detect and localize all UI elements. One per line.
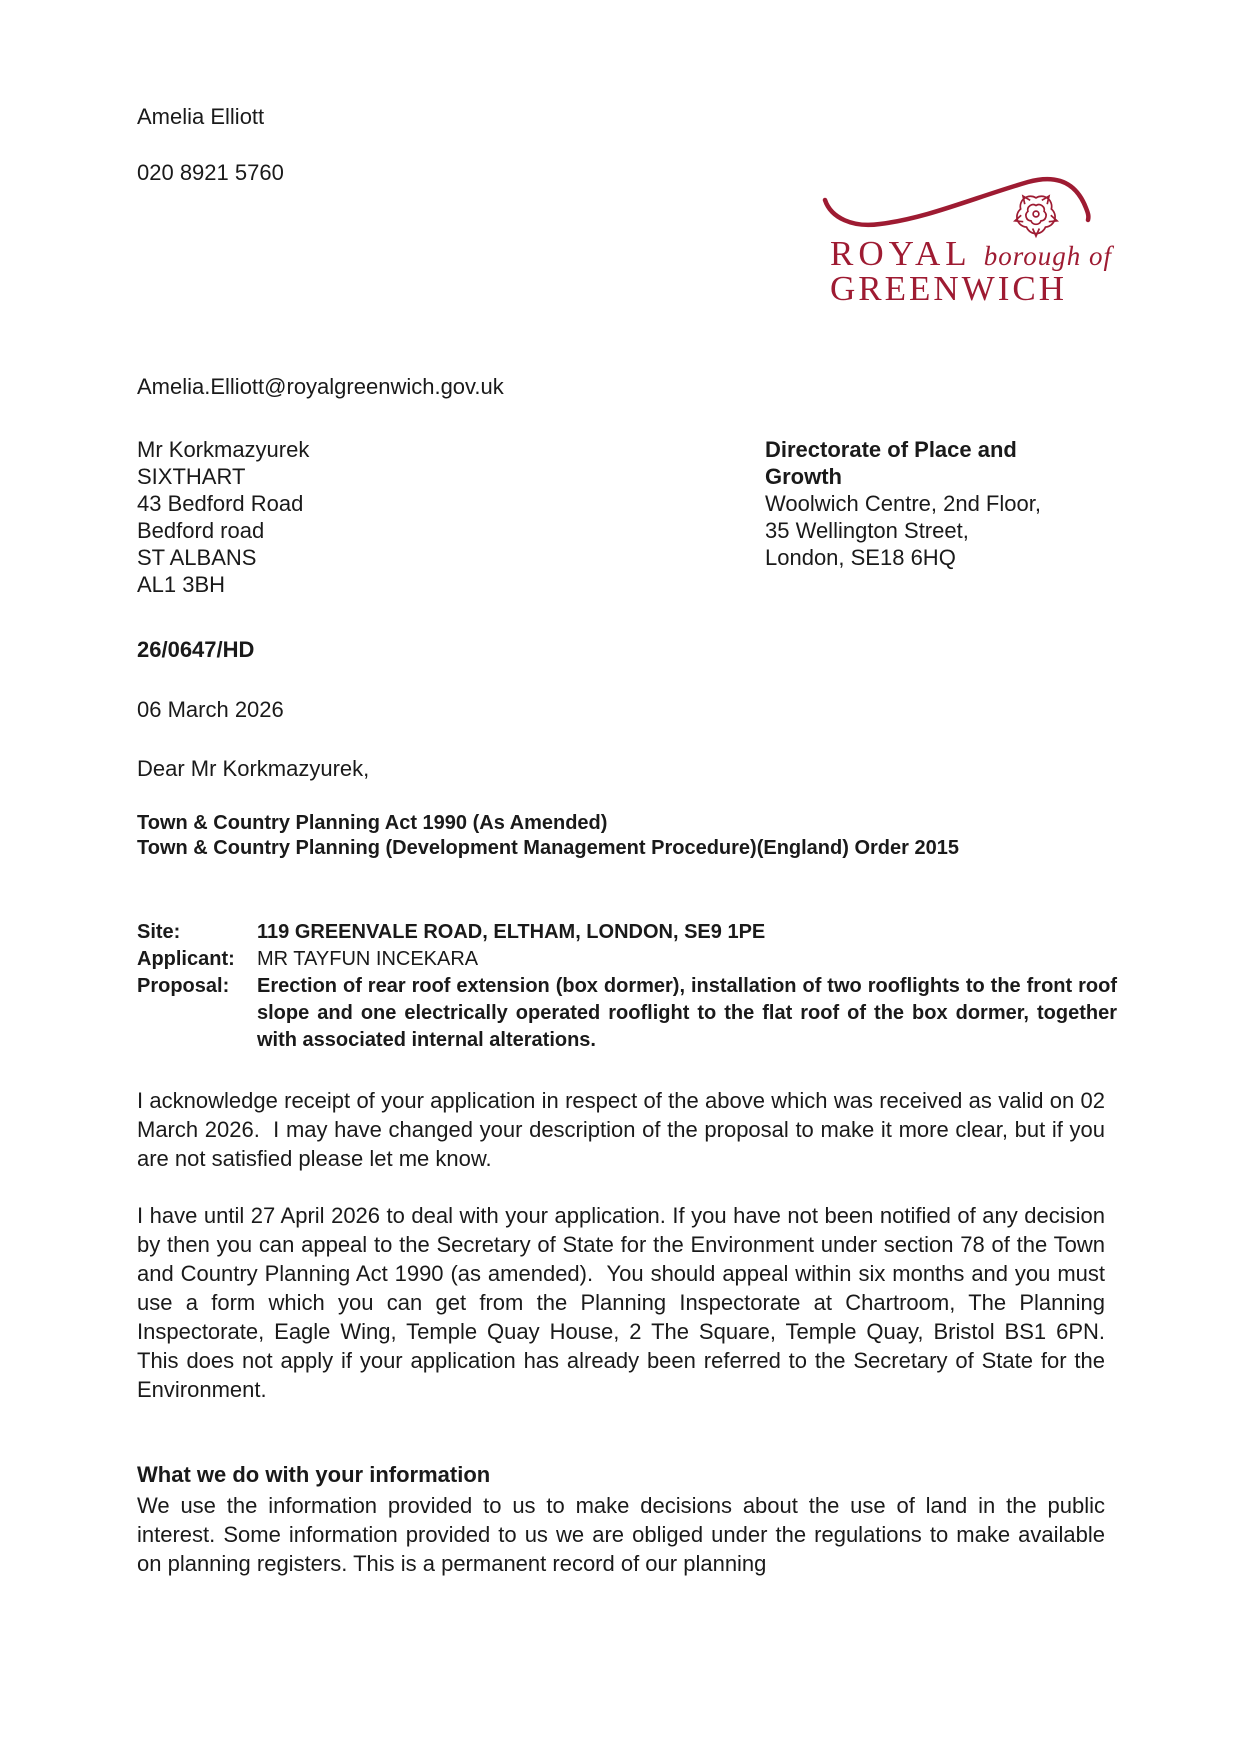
salutation: Dear Mr Korkmazyurek,	[137, 756, 370, 781]
logo-swoosh-icon	[825, 179, 1088, 225]
directorate-address-block	[765, 436, 1080, 571]
applicant-label: Applicant:	[137, 948, 235, 970]
applicant-row	[137, 946, 1122, 973]
site-value: 119 GREENVALE ROAD, ELTHAM, LONDON, SE9 1PE	[257, 921, 766, 943]
sender-name: Amelia Elliott	[137, 104, 265, 129]
proposal-label: Proposal:	[137, 975, 230, 997]
information-heading: What we do with your information	[137, 1462, 491, 1487]
logo-royal-text: ROYAL	[830, 234, 972, 273]
acknowledgement-paragraph: I acknowledge receipt of your application in respect of the above which was received as valid on 02 March 2026. I may have changed your description of the proposal to make it more clear, but if you are not satisfied please let me know.	[137, 1088, 1112, 1171]
legislation-line: Town & Country Planning (Development Management Procedure)(England) Order 2015	[137, 837, 959, 859]
recipient-address-block	[137, 436, 309, 598]
directorate-address-line: London, SE18 6HQ	[765, 545, 956, 570]
applicant-value: MR TAYFUN INCEKARA	[257, 948, 479, 970]
letter-date: 06 March 2026	[137, 697, 284, 722]
proposal-value: Erection of rear roof extension (box dormer), installation of two rooflights to the front roof slope and one electrically operated rooflight to the flat roof of the box dormer, together with associated internal alterations.	[257, 975, 1123, 1051]
recipient-line: AL1 3BH	[137, 572, 226, 597]
royal-greenwich-logo	[728, 158, 1118, 318]
site-row	[137, 919, 1122, 946]
tudor-rose-icon	[1015, 196, 1057, 236]
appeal-rights-paragraph: I have until 27 April 2026 to deal with your application. If you have not been notified of any decision by then you can appeal to the Secretary of State for the Environment under section 78 of the Town and Country Planning Act 1990 (as amended). You should appeal within six months and you must use a form which you can get from the Planning Inspectorate at Chartroom, The Planning Inspectorate, Eagle Wing, Temple Quay House, 2 The Square, Temple Quay, Bristol BS1 6PN. This does not apply if your application has already been referred to the Secretary of State for the Environment.	[137, 1203, 1118, 1402]
sender-phone: 020 8921 5760	[137, 160, 284, 185]
directorate-address-line: 35 Wellington Street,	[765, 518, 969, 543]
logo-greenwich-text: GREENWICH	[830, 269, 1067, 308]
site-label: Site:	[137, 921, 181, 943]
logo-borough-of-text: borough of	[983, 241, 1112, 271]
recipient-line: SIXTHART	[137, 464, 246, 489]
legislation-block	[137, 811, 959, 861]
sender-email: Amelia.Elliott@royalgreenwich.gov.uk	[137, 374, 504, 399]
directorate-address-line: Woolwich Centre, 2nd Floor,	[765, 491, 1041, 516]
legislation-line: Town & Country Planning Act 1990 (As Amended)	[137, 812, 608, 834]
proposal-row	[137, 973, 1122, 1054]
recipient-line: Bedford road	[137, 518, 265, 543]
directorate-title: Directorate of Place and Growth	[765, 437, 1017, 489]
information-paragraph: We use the information provided to us to make decisions about the use of land in the public interest. Some information provided to us we are obliged under the regulations to make available on planning registers. This is a permanent record of our planning	[137, 1493, 1112, 1576]
recipient-line: ST ALBANS	[137, 545, 257, 570]
application-reference: 26/0647/HD	[137, 637, 255, 662]
recipient-line: Mr Korkmazyurek	[137, 437, 310, 462]
recipient-line: 43 Bedford Road	[137, 491, 304, 516]
application-details-block	[137, 919, 1122, 1054]
